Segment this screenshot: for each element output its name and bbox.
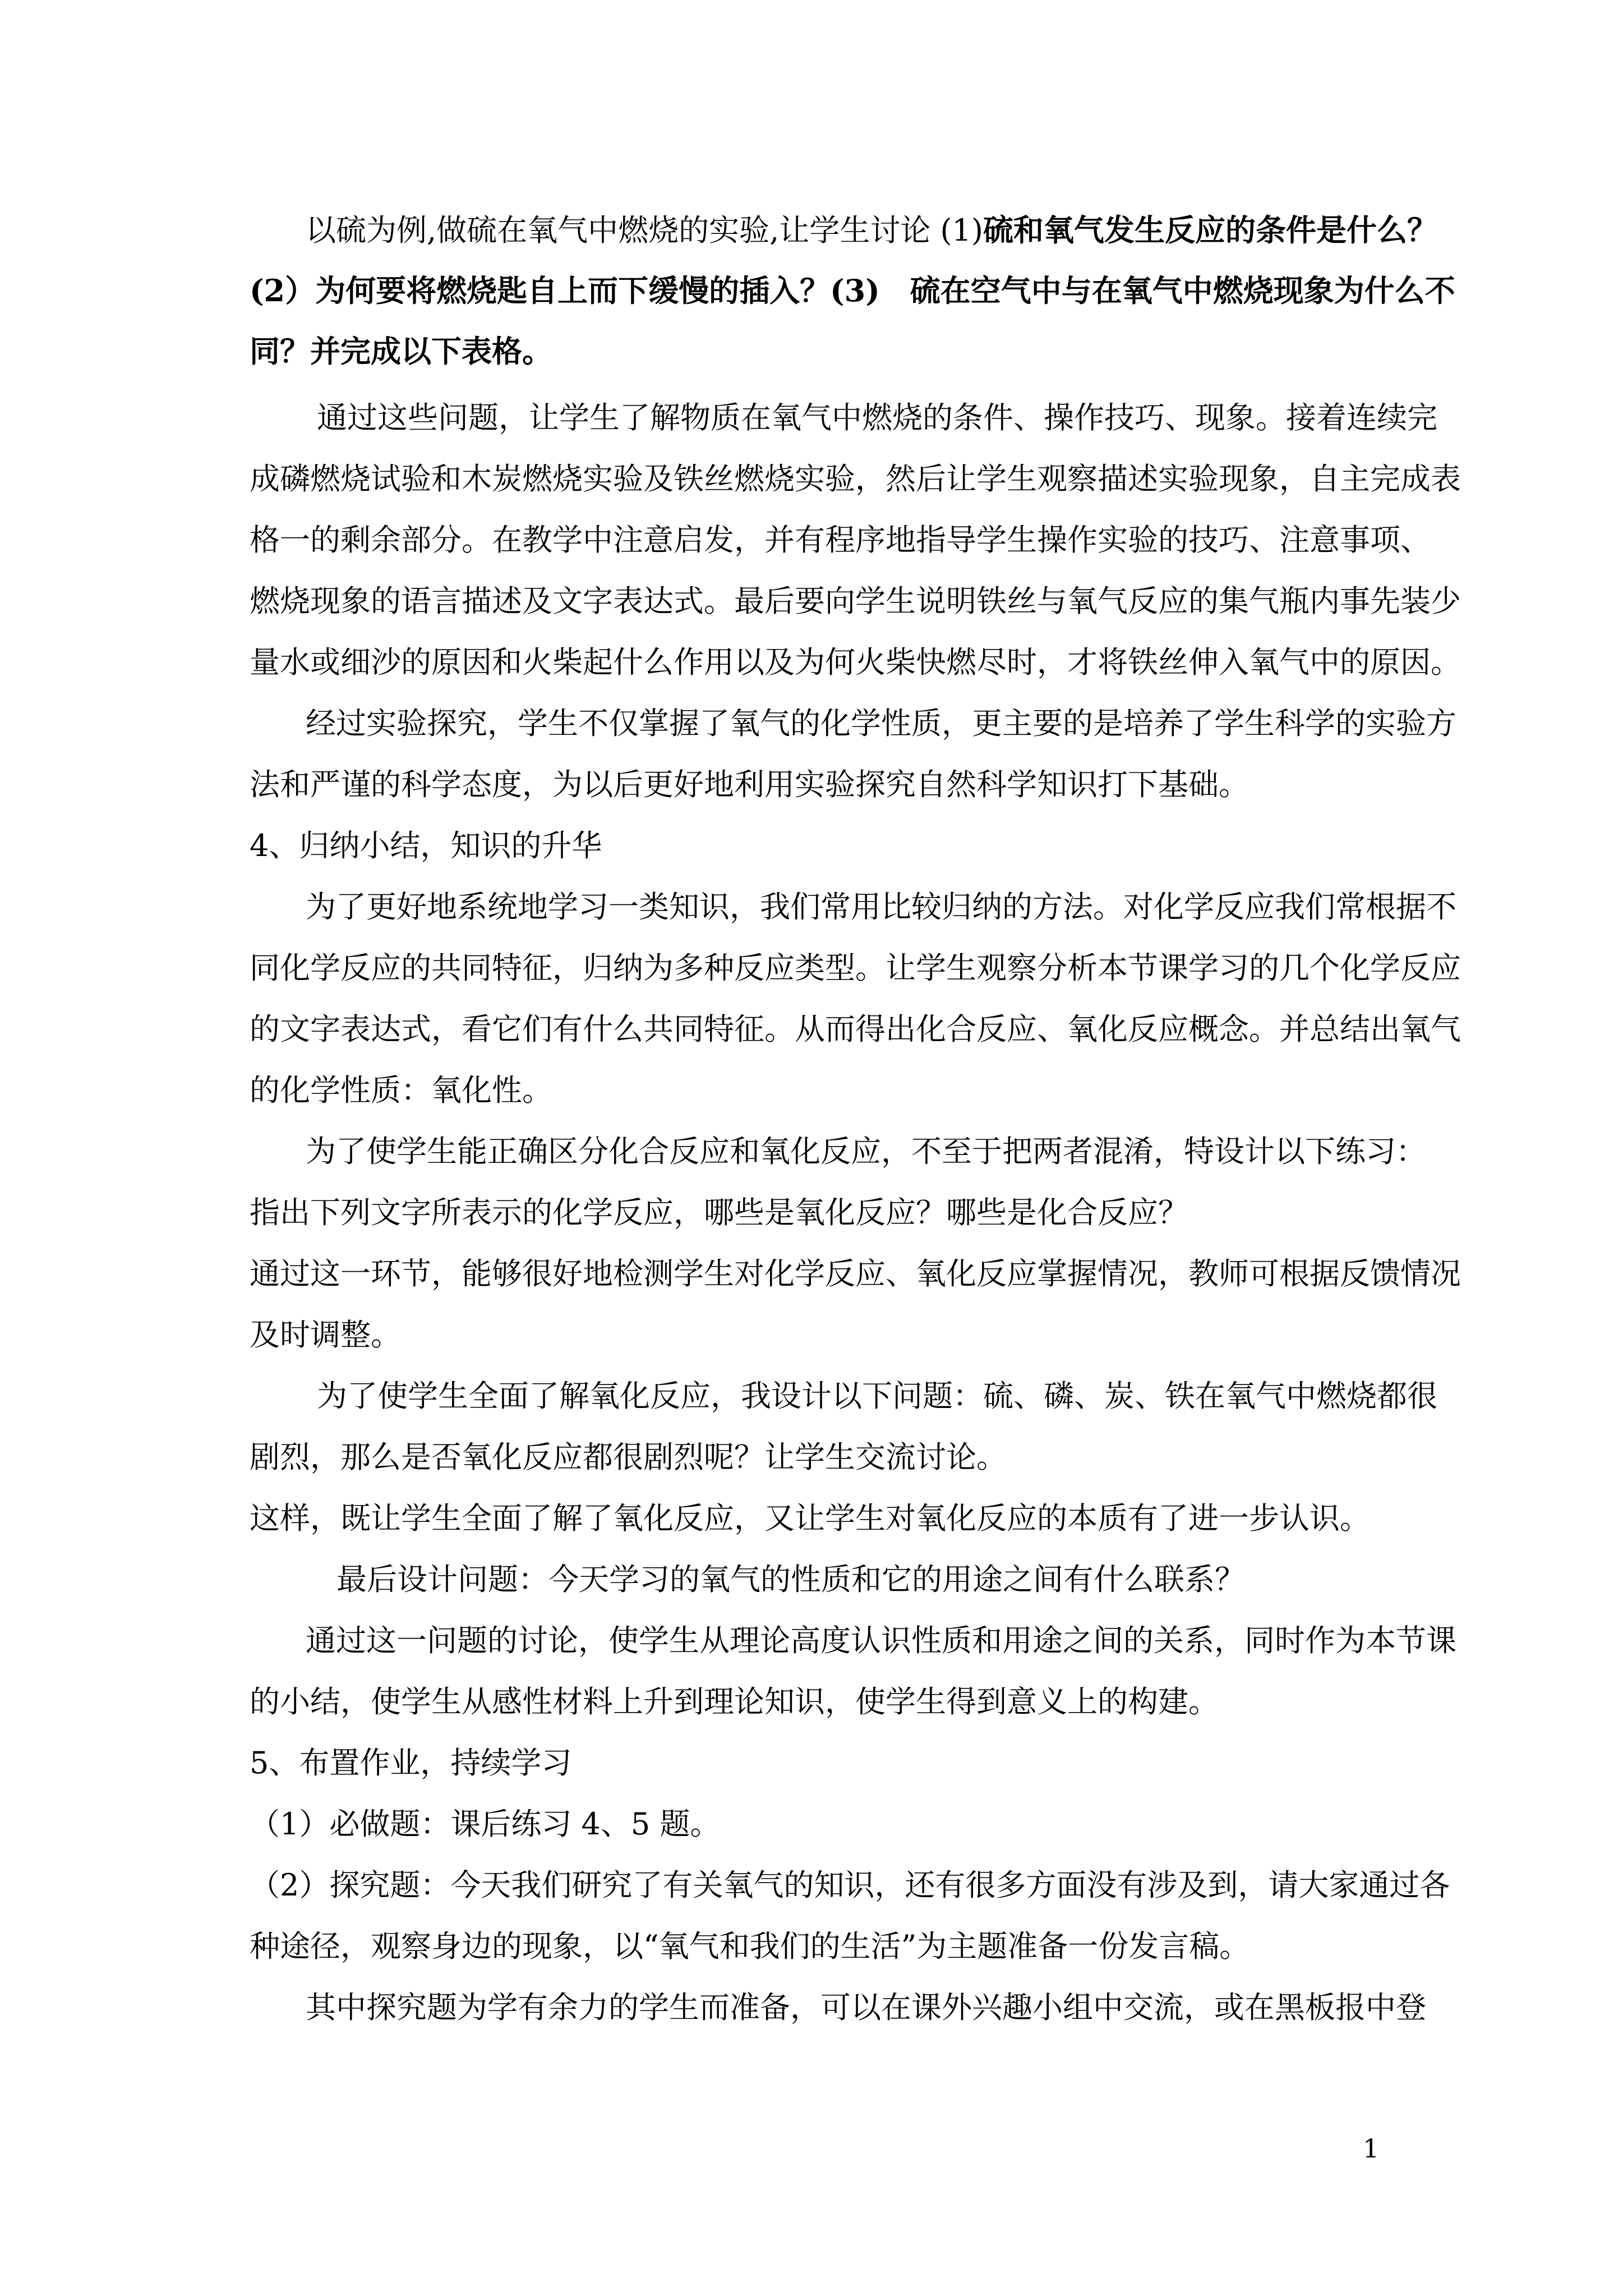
paragraph-line-1 [306,210,1437,250]
paragraph-line-22: 这样，既让学生全面了解了氧化反应，又让学生对氧化反应的本质有了进一步认识。 [250,1501,1370,1536]
paragraph-line-17: 指出下列文字所表示的化学反应，哪些是氧化反应？哪些是化合反应？ [250,1195,1188,1230]
paragraph-line-6: 格一的剩余部分。在教学中注意启发，并有程序地指导学生操作实验的技巧、注意事项、 [250,522,1431,558]
paragraph-line-7: 燃烧现象的语言描述及文字表达式。最后要向学生说明铁丝与氧气反应的集气瓶内事先装少 [250,583,1461,619]
paragraph-line-2: (2）为何要将燃烧匙自上而下缓慢的插入？(3) 硫在空气中与在氧气中燃烧现象为什么不 [250,273,1455,309]
paragraph-line-5: 成磷燃烧试验和木炭燃烧实验及铁丝燃烧实验，然后让学生观察描述实验现象，自主完成表 [250,461,1461,496]
paragraph-line-12: 为了更好地系统地学习一类知识，我们常用比较归纳的方法。对化学反应我们常根据不 [306,889,1456,924]
paragraph-line-15: 的化学性质：氧化性。 [250,1073,552,1108]
paragraph-line-27: （1）必做题：课后练习 4、5 题。 [250,1806,721,1842]
paragraph-line-9: 经过实验探究，学生不仅掌握了氧气的化学性质，更主要的是培养了学生科学的实验方 [306,706,1456,741]
paragraph-line-29: 种途径，观察身边的现象，以“氧气和我们的生活”为主题准备一份发言稿。 [250,1929,1250,1964]
paragraph-line-19: 及时调整。 [250,1317,401,1352]
paragraph-line-25: 的小结，使学生从感性材料上升到理论知识，使学生得到意义上的构建。 [250,1684,1219,1719]
page-number: 1 [1363,2133,1380,2164]
paragraph-line-16: 为了使学生能正确区分化合反应和氧化反应，不至于把两者混淆，特设计以下练习： [306,1134,1426,1169]
paragraph-line-28: （2）探究题：今天我们研究了有关氧气的知识，还有很多方面没有涉及到，请大家通过各 [250,1867,1450,1903]
paragraph-line-24: 通过这一问题的讨论，使学生从理论高度认识性质和用途之间的关系，同时作为本节课 [306,1623,1456,1658]
paragraph-line-14: 的文字表达式，看它们有什么共同特征。从而得出化合反应、氧化反应概念。并总结出氧气 [250,1011,1461,1047]
paragraph-line-30: 其中探究题为学有余力的学生而准备，可以在课外兴趣小组中交流，或在黑板报中登 [306,1990,1426,2025]
paragraph-line-3: 同？并完成以下表格。 [250,333,552,369]
paragraph-line-18: 通过这一环节，能够很好地检测学生对化学反应、氧化反应掌握情况，教师可根据反馈情况 [250,1256,1461,1291]
paragraph-line-20: 为了使学生全面了解氧化反应，我设计以下问题：硫、磷、炭、铁在氧气中燃烧都很 [317,1378,1437,1414]
section-heading-5: 5、布置作业，持续学习 [250,1745,572,1780]
paragraph-line-21: 剧烈，那么是否氧化反应都很剧烈呢？让学生交流讨论。 [250,1439,1007,1475]
section-heading-4: 4、归纳小结，知识的升华 [250,828,602,863]
paragraph-line-13: 同化学反应的共同特征，归纳为多种反应类型。让学生观察分析本节课学习的几个化学反应 [250,950,1461,986]
paragraph-line-23: 最后设计问题：今天学习的氧气的性质和它的用途之间有什么联系？ [336,1562,1245,1597]
paragraph-line-10: 法和严谨的科学态度，为以后更好地利用实验探究自然科学知识打下基础。 [250,767,1249,802]
line-1-prefix: 以硫为例,做硫在氧气中燃烧的实验,让学生讨论 (1) [306,213,983,248]
paragraph-line-8: 量水或细沙的原因和火柴起什么作用以及为何火柴快燃尽时，才将铁丝伸入氧气中的原因。 [250,645,1461,680]
paragraph-line-4: 通过这些问题，让学生了解物质在氧气中燃烧的条件、操作技巧、现象。接着连续完 [317,400,1437,435]
line-1-bold: 硫和氧气发生反应的条件是什么？ [983,212,1437,248]
